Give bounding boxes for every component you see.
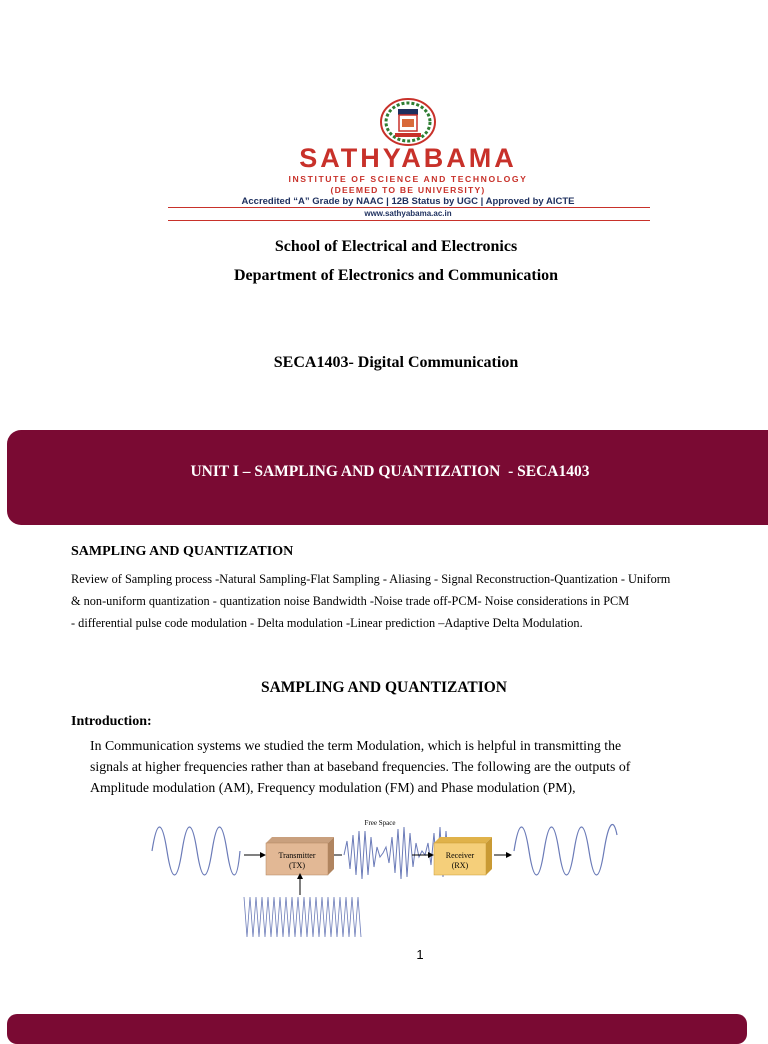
header-divider-bottom — [168, 220, 650, 221]
institution-subtitle: INSTITUTE OF SCIENCE AND TECHNOLOGY — [288, 174, 528, 184]
department-name: Department of Electronics and Communication — [233, 267, 559, 284]
syllabus-line: & non-uniform quantization - quantization noise Bandwidth -Noise trade off-PCM- Noise considerations in PCM — [71, 594, 630, 608]
page-number: 1 — [416, 947, 424, 962]
input-sine-wave — [152, 827, 240, 875]
introduction-paragraph — [90, 735, 710, 798]
syllabus-heading: SAMPLING AND QUANTIZATION — [71, 544, 294, 559]
paragraph-line: In Communication systems we studied the term Modulation, which is helpful in transmitting the — [90, 738, 622, 753]
receiver-label: Receiver — [445, 851, 475, 860]
carrier-wave — [244, 897, 361, 937]
syllabus-line: Review of Sampling process -Natural Sampling-Flat Sampling - Aliasing - Signal Reconstruction-Quantization - Uniform — [71, 572, 671, 586]
paragraph-line: Amplitude modulation (AM), Frequency modulation (FM) and Phase modulation (PM), — [90, 780, 576, 795]
syllabus-text — [71, 568, 711, 634]
unit-banner-title: UNIT I – SAMPLING AND QUANTIZATION - SECA1403 — [190, 463, 590, 480]
header-divider — [168, 207, 650, 208]
university-emblem-icon — [379, 97, 437, 147]
syllabus-line: - differential pulse code modulation - Delta modulation -Linear prediction –Adaptive Delta Modulation. — [71, 616, 583, 630]
transmitter-abbr: (TX) — [289, 861, 305, 870]
accreditation-text: Accredited “A” Grade by NAAC | 12B Status by UGC | Approved by AICTE — [241, 196, 575, 207]
receiver-abbr: (RX) — [451, 861, 469, 870]
school-name: School of Electrical and Electronics — [274, 238, 518, 255]
transmitter-label: Transmitter — [278, 851, 316, 860]
next-page-banner — [7, 1014, 747, 1044]
output-sine-wave — [514, 824, 617, 875]
communication-system-diagram — [148, 815, 618, 937]
institution-name: SATHYABAMA — [299, 143, 517, 173]
free-space-label: Free Space — [364, 819, 396, 827]
paragraph-line: signals at higher frequencies rather than at baseband frequencies. The following are the outputs of — [90, 759, 631, 774]
section-title: SAMPLING AND QUANTIZATION — [260, 679, 508, 696]
introduction-heading: Introduction: — [71, 714, 152, 729]
deemed-status: (DEEMED TO BE UNIVERSITY) — [330, 185, 486, 195]
course-title: SECA1403- Digital Communication — [273, 354, 519, 371]
website-url: www.sathyabama.ac.in — [364, 209, 452, 218]
